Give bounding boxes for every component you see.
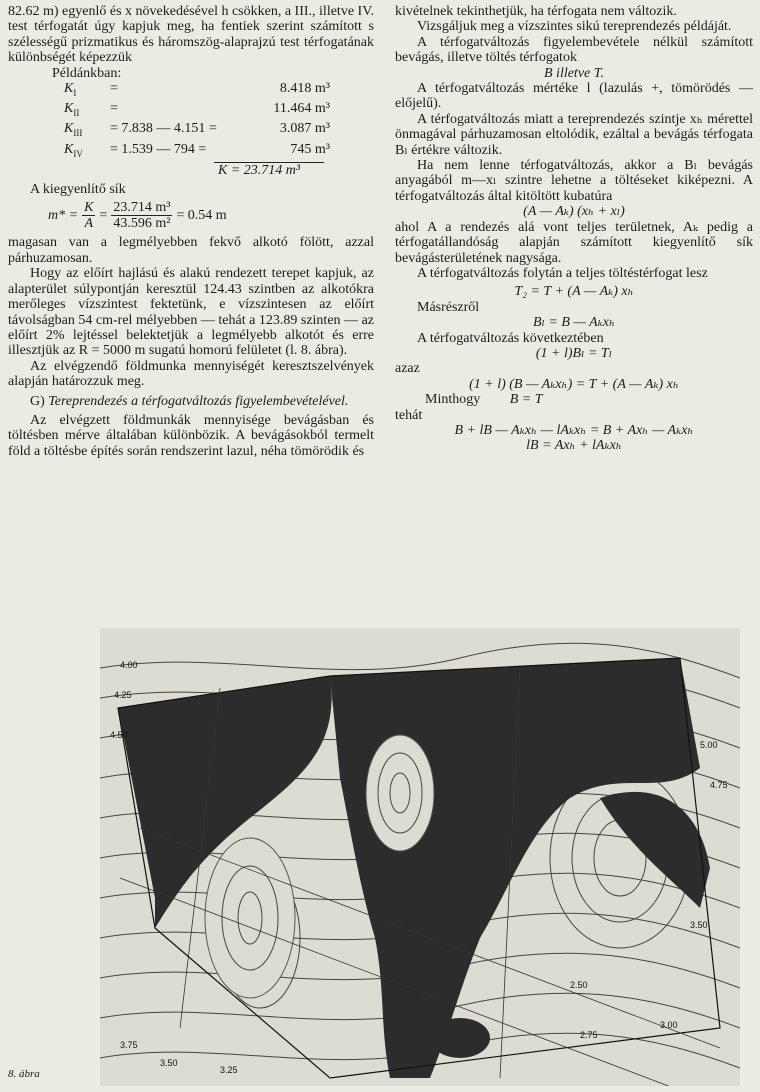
contour-label: 2.75 — [580, 1030, 598, 1040]
equation: (A — Aₖ) (xₕ + xₗ) — [523, 204, 625, 220]
section-heading: G) Tereprendezés a térfogatváltozás figyelembevételével. — [30, 393, 349, 409]
contour-label: 3.00 — [660, 1020, 678, 1030]
paragraph: A térfogatváltozás miatt a tereprendezés szintje xₕ mérettel önmagával párhuzamosan eltolódik, ezáltal a bevágás térfogata Bₗ értékre változik. — [395, 111, 753, 158]
paragraph: A térfogatváltozás mértéke l (lazulás +, tömörödés — előjelű). — [395, 81, 753, 112]
contour-label: 3.25 — [220, 1065, 238, 1075]
left-column — [8, 4, 374, 459]
m-rhs: = 0.54 m — [176, 207, 227, 223]
equation: (1 + l) (B — Aₖxₕ) = T + (A — Aₖ) xₕ — [469, 376, 679, 392]
contour-label: 2.50 — [570, 980, 588, 990]
m-lhs: m* = — [48, 207, 79, 223]
contour-map — [100, 628, 740, 1086]
example-label: Példánkban: — [52, 65, 122, 81]
paragraph: A térfogatváltozás figyelembevétele nélkül számított bevágás, illetve töltés térfogatok — [395, 34, 753, 66]
volume-row: $K_{IV}$ = 1.539 — 794 = 745 m³ — [64, 141, 330, 159]
contour-label: 5.00 — [700, 740, 718, 750]
paragraph: Másrészről — [417, 299, 480, 315]
tehat-label: tehát — [395, 407, 423, 423]
paragraph: Az elvégzett földmunkák mennyisége bevágásban és töltésben mérve általában különbözik. A bevágásokból termelt föld a töltésbe építés során rendszerint lazul, néha tömörödik és — [8, 412, 374, 459]
equation: B + lB — Aₖxₕ — lAₖxₕ = B + Axₕ — Aₖxₕ — [454, 422, 694, 438]
paragraph: Vizsgáljuk meg a vízszintes sikú tereprendezés példáját. — [417, 19, 732, 35]
azaz-label: azaz — [395, 361, 420, 377]
fraction-k-a: $\frac{K}{A}$ — [84, 199, 94, 232]
b-t-line: B illetve T. — [544, 65, 604, 81]
figure-caption: 8. ábra — [8, 1068, 40, 1080]
kiegyenlito-label: A kiegyenlítő sík — [30, 182, 126, 198]
volume-row: $K_I$ = 8.418 m³ — [64, 81, 330, 98]
contour-label: 4.75 — [710, 780, 728, 790]
paragraph: 82.62 m) egyenlő és x növekedésével h csökken, a III., illetve IV. test térfogatát úgy kapjuk meg, ha fentiek szerint számított s szélességű prizmatikus és háromszög-alaprajzú test térfogatának különbségét képezzük — [8, 4, 374, 66]
paragraph: magasan van a legmélyebben fekvő alkotó fölött, azzal párhuzamosan. — [8, 235, 374, 266]
equation: lB = Axₕ + lAₖxₕ — [526, 438, 622, 454]
volume-row: $K_{II}$ = 11.464 m³ — [64, 101, 330, 119]
volume-sum: K = 23.714 m³ — [218, 162, 301, 178]
minthogy-line: Minthogy B = T — [425, 392, 543, 408]
paragraph: Ha nem lenne térfogatváltozás, akkor a Bₗ bevágás anyagából m—xₗ szintre lehetne a töltéseket kiképezni. A térfogatváltozás által kitöltött kubatúra — [395, 158, 753, 204]
contour-label: 3.75 — [120, 1040, 138, 1050]
paragraph: A térfogatváltozás következtében — [417, 330, 604, 346]
fraction-values: $\frac{\text{23.714 m³}}{\text{43.596 m²}}$ — [113, 199, 171, 232]
volume-table — [64, 81, 330, 162]
paragraph: kivételnek tekinthetjük, ha térfogata nem változik. — [395, 4, 677, 19]
volume-row: $K_{III}$ = 7.838 — 4.151 = 3.087 m³ — [64, 121, 330, 139]
contour-label: 3.50 — [160, 1058, 178, 1068]
right-column — [395, 4, 753, 454]
contour-label: 4.25 — [114, 690, 132, 700]
contour-map-figure — [100, 628, 740, 1086]
paragraph: Hogy az előírt hajlású és alakú rendezett terepet kapjuk, az alapterület súlypontján keresztül 124.43 szintben az alkotókra merőleges vízszintest fektetünk, e vízszintesen az előírt távolságban 54 cm-rel mélyebben — tehát a 123.89 szinten — az előírt 2% lejtéssel belektetjük a legmélyebb alkotót és erre illesztjük az R = 5000 m sugatú homorú felületet (l. 8. ábra). — [8, 266, 374, 359]
m-formula: m* = $\frac{K}{A}$ = $\frac{\text{23.714 m³}}{\text{43.596 m²}}$ = 0.54 m — [48, 199, 227, 232]
contour-label: 3.50 — [690, 920, 708, 930]
equation: Bₗ = B — Aₖxₕ — [532, 315, 616, 331]
contour-label: 4.50 — [110, 730, 128, 740]
paragraph: ahol A a rendezés alá vont teljes területnek, Aₖ pedig a térfogatállandóság alapján számított kiegyenlítő sík bevágásterületének nagysága. — [395, 219, 753, 266]
paragraph: A térfogatváltozás folytán a teljes töltéstérfogat lesz — [417, 265, 708, 281]
paragraph: Az elvégzendő földmunka mennyiségét keresztszelvények alapján határozzuk meg. — [8, 358, 374, 390]
contour-label: 4.00 — [120, 660, 138, 670]
equation: (1 + l)Bₗ = Tₗ — [535, 345, 613, 361]
equation: T₂ = T + (A — Aₖ) xₕ — [514, 284, 634, 300]
